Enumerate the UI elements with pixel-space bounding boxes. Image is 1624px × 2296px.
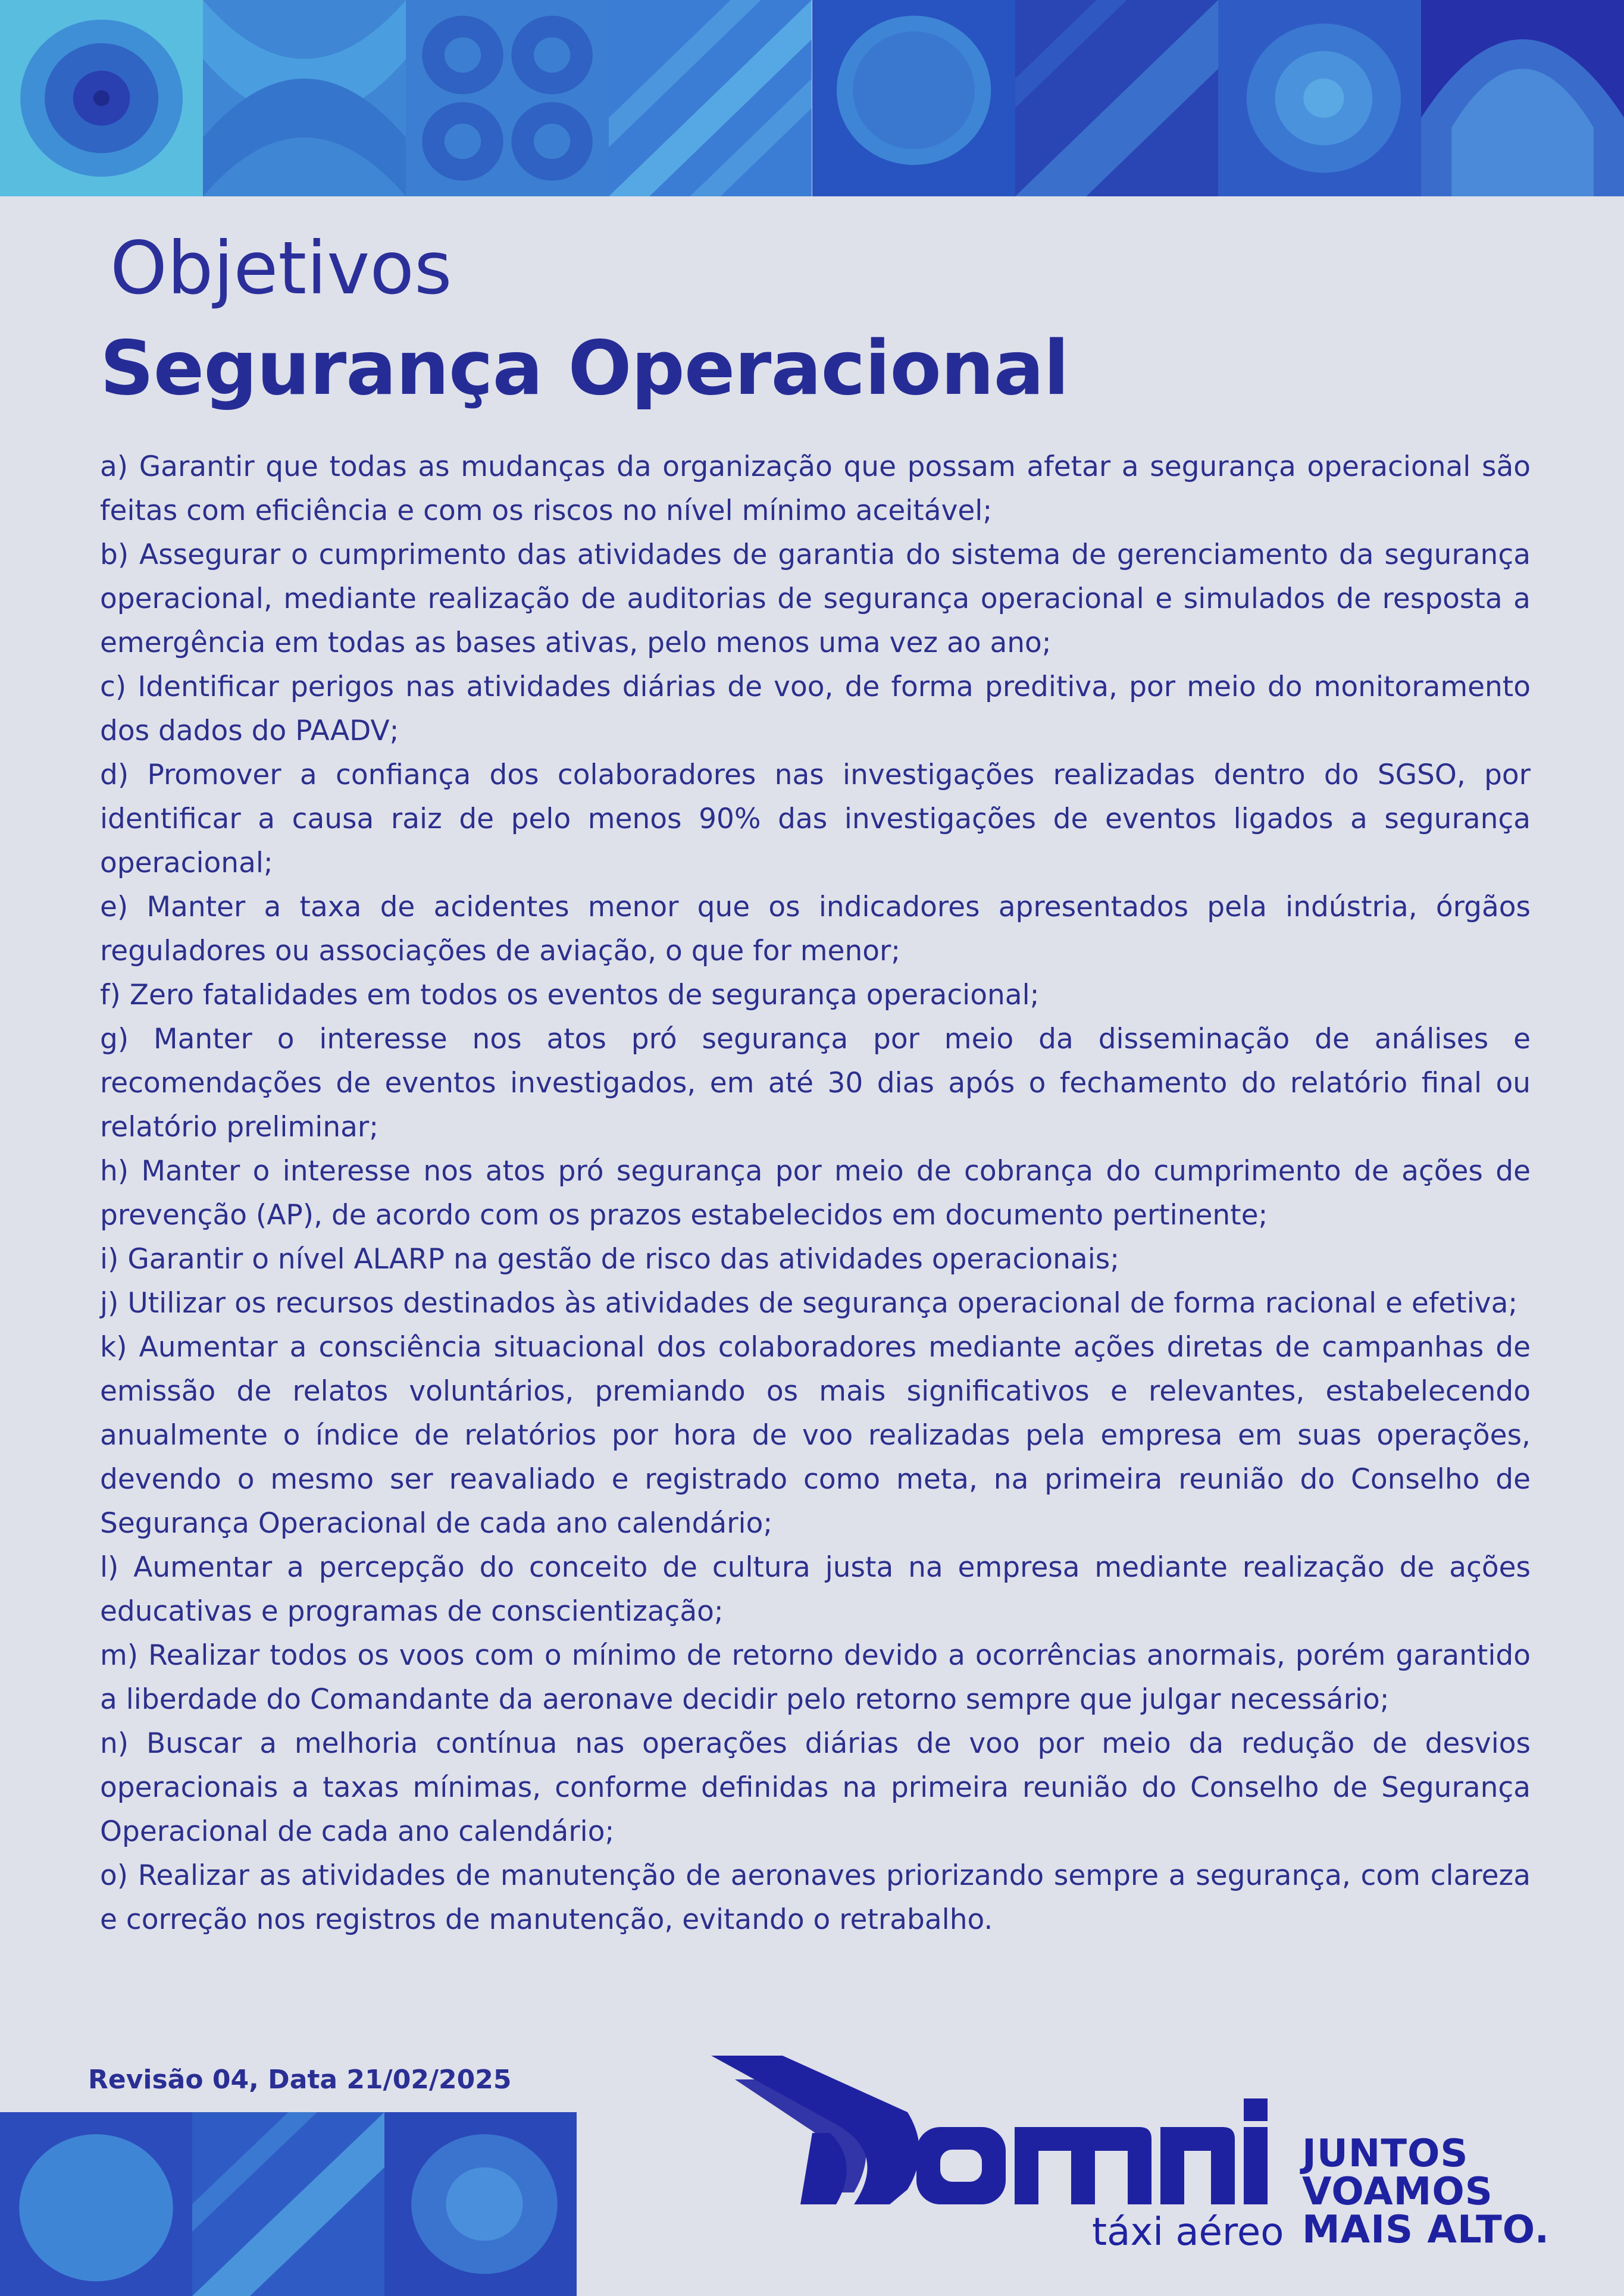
footer-tile-sphere: [0, 2112, 192, 2296]
omni-wing-icon: [711, 2056, 1271, 2234]
objective-item: a) Garantir que todas as mudanças da organização que possam afetar a segurança operacional são feitas com eficiência e com os riscos no nível mínimo aceitável;: [100, 450, 1531, 527]
banner-tile-sphere: [812, 0, 1015, 196]
objective-item: f) Zero fatalidades em todos os eventos de segurança operacional;: [100, 979, 1040, 1011]
banner-tile-swirl: [0, 0, 203, 196]
banner-tile-arch: [1421, 0, 1624, 196]
objectives-list: [100, 445, 1531, 1942]
objective-item: l) Aumentar a percepção do conceito de cultura justa na empresa mediante realização de ações educativas e programas de conscientização;: [100, 1551, 1531, 1628]
banner-tile-stripes: [1015, 0, 1218, 196]
objective-item: i) Garantir o nível ALARP na gestão de risco das atividades operacionais;: [100, 1243, 1120, 1276]
objective-item: c) Identificar perigos nas atividades diárias de voo, de forma preditiva, por meio do monitoramento dos dados do PAADV;: [100, 671, 1531, 747]
objective-item: j) Utilizar os recursos destinados às atividades de segurança operacional de forma racional e efetiva;: [100, 1287, 1518, 1320]
page-kicker: Objetivos: [110, 226, 452, 311]
slogan-line: MAIS ALTO.: [1302, 2208, 1550, 2252]
slogan: [1302, 2132, 1550, 2252]
slogan-line: VOAMOS: [1302, 2170, 1493, 2214]
objective-item: o) Realizar as atividades de manutenção de aeronaves priorizando sempre a segurança, com clareza e correção nos registros de manutenção, evitando o retrabalho.: [100, 1859, 1531, 1936]
objective-item: e) Manter a taxa de acidentes menor que os indicadores apresentados pela indústria, órgãos reguladores ou associações de aviação, o que for menor;: [100, 891, 1531, 967]
objective-item: m) Realizar todos os voos com o mínimo de retorno devido a ocorrências anormais, porém garantido a liberdade do Comandante da aeronave decidir pelo retorno sempre que julgar necessário;: [100, 1639, 1531, 1716]
banner-tile-diagonals: [609, 0, 812, 196]
page-title: Segurança Operacional: [100, 324, 1069, 412]
banner-tile-waves: [203, 0, 406, 196]
footer-tile-diagonals: [192, 2112, 384, 2296]
logo-subtitle: táxi aéreo: [1092, 2210, 1284, 2254]
header-banner: [0, 0, 1624, 196]
objective-item: h) Manter o interesse nos atos pró segurança por meio de cobrança do cumprimento de ações de prevenção (AP), de acordo com os prazos estabelecidos em documento pertinente;: [100, 1155, 1531, 1232]
objective-item: k) Aumentar a consciência situacional dos colaboradores mediante ações diretas de campanhas de emissão de relatos voluntários, premiando os mais significativos e relevantes, estabelecendo anualmente o índice de relatórios por hora de voo realizadas pela empresa em suas operações, devendo o mesmo ser reavaliado e registrado como meta, na primeira reunião do Conselho de Segurança Operacional de cada ano calendário;: [100, 1331, 1531, 1540]
slogan-line: JUNTOS: [1302, 2132, 1469, 2176]
banner-tile-spiral: [1218, 0, 1421, 196]
banner-tile-circles: [406, 0, 609, 196]
objective-item: b) Assegurar o cumprimento das atividades de garantia do sistema de gerenciamento da segurança operacional, mediante realização de auditorias de segurança operacional e simulados de resposta a emergência em todas as bases ativas, pelo menos uma vez ao ano;: [100, 538, 1531, 659]
objective-item: d) Promover a confiança dos colaboradores nas investigações realizadas dentro do SGSO, por identificar a causa raiz de pelo menos 90% das investigações de eventos ligados a segurança operacional;: [100, 759, 1531, 879]
objective-item: n) Buscar a melhoria contínua nas operações diárias de voo por meio da redução de desvios operacionais a taxas mínimas, conforme definidas na primeira reunião do Conselho de Segurança Operacional de cada ano calendário;: [100, 1727, 1531, 1848]
footer-pattern: [0, 2112, 577, 2296]
objective-item: g) Manter o interesse nos atos pró segurança por meio da disseminação de análises e recomendações de eventos investigados, em até 30 dias após o fechamento do relatório final ou relatório preliminar;: [100, 1023, 1531, 1144]
revision-label: Revisão 04, Data 21/02/2025: [88, 2065, 512, 2095]
footer-tile-spiral: [384, 2112, 577, 2296]
